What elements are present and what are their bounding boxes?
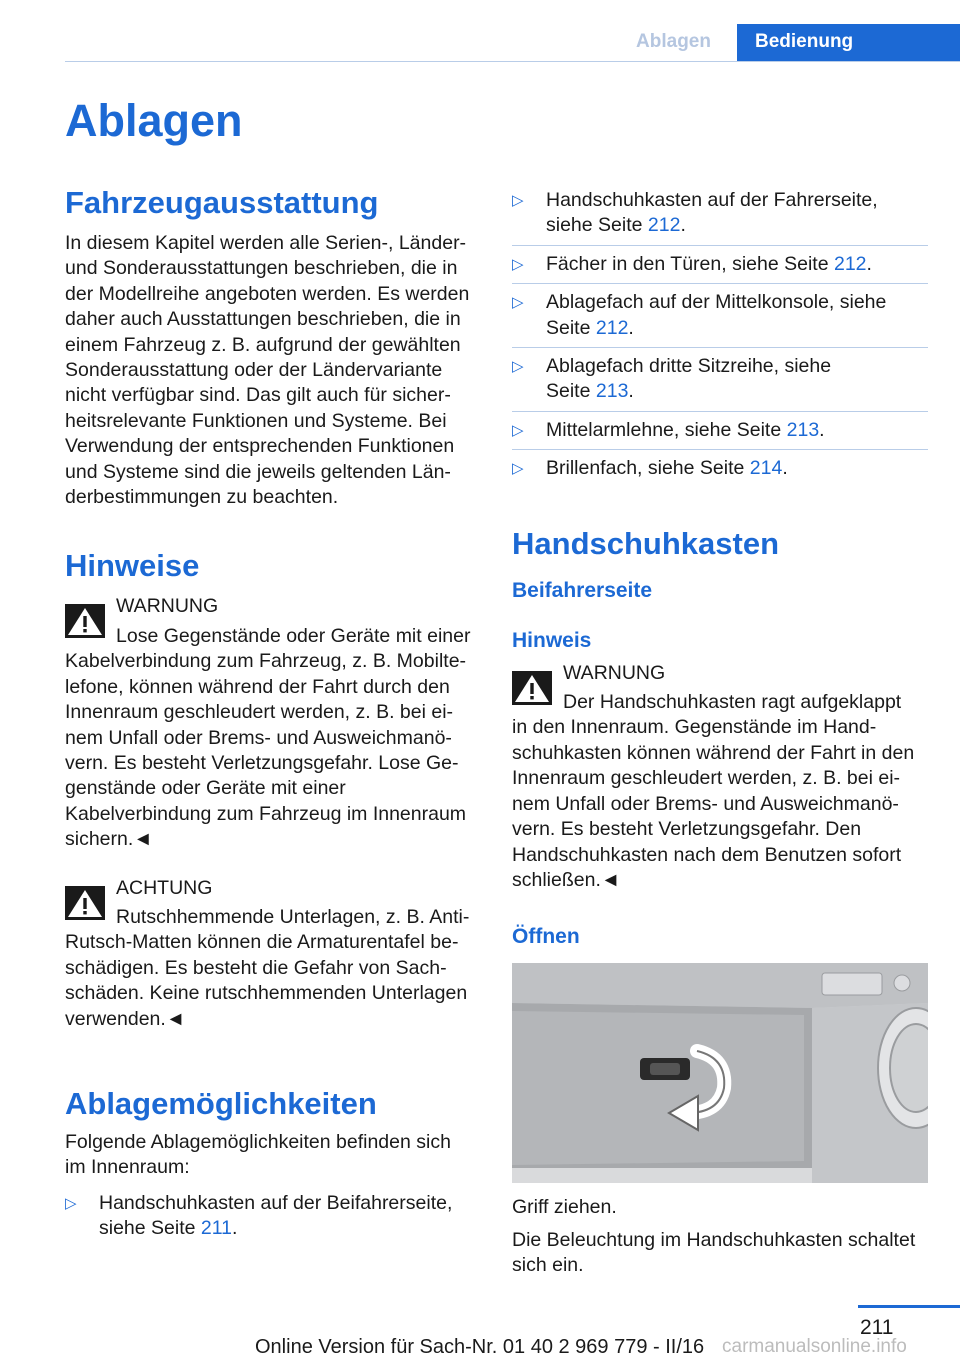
- list-item: ▷ Handschuhkasten auf der Beifahrerseite, siehe Seite 211.: [65, 1191, 453, 1240]
- triangle-right-icon: ▷: [512, 192, 524, 209]
- footer-rule: [858, 1305, 960, 1308]
- footer-version: Online Version für Sach-Nr. 01 40 2 969 779 - II/16: [255, 1336, 705, 1358]
- list-item: ▷ Mittelarmlehne, siehe Seite 213.: [512, 418, 928, 443]
- triangle-right-icon: ▷: [512, 421, 524, 439]
- caption-beleuchtung: Die Beleuchtung im Handschuhkasten schaltet sich ein.: [512, 1228, 916, 1277]
- list-item: ▷ Fächer in den Türen, siehe Seite 212.: [512, 252, 928, 277]
- page-link[interactable]: 212: [833, 252, 867, 275]
- warning-first-line: Lose Gegenstände oder Geräte mit einer: [116, 624, 471, 647]
- right-column: [512, 183, 928, 1279]
- warning-block-2: ACHTUNG Rutschhemmende Unterlagen, z. B. Anti- Rutsch-Matten können die Armaturentafel be- schädigen. Es besteht die Gefahr von Sach- schäden. Keine rutschhemmenden Unterlagen verwenden.◄: [65, 876, 481, 1032]
- heading-handschuhkasten: Handschuhkasten: [512, 525, 780, 561]
- list-divider: [512, 245, 928, 246]
- caption-griff-ziehen: Griff ziehen.: [512, 1196, 617, 1219]
- warning-first-line: Rutschhemmende Unterlagen, z. B. Anti-: [116, 905, 470, 928]
- storage-list-left: [65, 1191, 481, 1242]
- glovebox-illustration: [512, 963, 928, 1183]
- page-title: Ablagen: [65, 95, 243, 146]
- warning-block-3: WARNUNG Der Handschuhkasten ragt aufgeklappt in den Innenraum. Gegenstände im Hand- schuhkasten können während der Fahrt in den Innenraum geschleudert werden, z. B. bei ei- nem Unfall oder Brems- und Ausweichmanö- vern. Es besteht Verletzungsgefahr. Den Handschuhkasten nach dem Benutzen sofort schließen.◄: [512, 661, 928, 894]
- list-item: ▷ Brillenfach, siehe Seite 214.: [512, 456, 928, 481]
- triangle-right-icon: ▷: [512, 255, 524, 273]
- list-item: ▷ Handschuhkasten auf der Fahrerseite, siehe Seite 212.: [512, 189, 878, 237]
- watermark: carmanualsonline.info: [722, 1336, 907, 1357]
- triangle-right-icon: ▷: [512, 294, 524, 312]
- page-link[interactable]: 212: [595, 316, 629, 339]
- header-chapter-tab[interactable]: Bedienung: [737, 24, 960, 62]
- page-link[interactable]: 212: [647, 214, 681, 237]
- heading-hinweise: Hinweise: [65, 548, 200, 584]
- header-section-tab[interactable]: Ablagen: [636, 31, 711, 52]
- heading-oeffnen: Öffnen: [512, 925, 580, 949]
- warning-triangle-icon: [65, 604, 105, 638]
- warning-label: WARNUNG: [563, 661, 666, 684]
- list-item: ▷ Ablagefach dritte Sitzreihe, siehe Seite 213.: [512, 355, 832, 403]
- heading-beifahrerseite: Beifahrerseite: [512, 578, 653, 602]
- page-link[interactable]: 214: [749, 457, 783, 480]
- ablagemoeglichkeiten-text: Folgende Ablagemöglichkeiten befinden sich im Innenraum:: [65, 1130, 451, 1179]
- page-number: 211: [860, 1316, 894, 1339]
- heading-ablagemoeglichkeiten: Ablagemöglichkeiten: [65, 1085, 377, 1121]
- page-link[interactable]: 213: [786, 418, 820, 441]
- page-link[interactable]: 211: [200, 1217, 232, 1240]
- storage-list-right: [512, 188, 928, 482]
- list-divider: [512, 283, 928, 284]
- fahrzeugausstattung-text: In diesem Kapitel werden alle Serien-, Länder- und Sonderausstattungen beschrieben, die in der Modellreihe angeboten werden. Es werden daher auch Ausstattungen beschrieben, die in einem Fahrzeug z. B. aufgrund der gewählten Sonderausstattung oder der Ländervariante nicht verfügbar sind. Das gilt auch für sicher- heitsrelevante Funktionen und Systeme. Bei Verwendung der entsprechenden Funktionen und Systeme sind die jeweils geltenden Län- derbestimmungen zu beachten.: [65, 232, 470, 509]
- warning-triangle-icon: [512, 671, 552, 705]
- heading-fahrzeugausstattung: Fahrzeugausstattung: [65, 185, 379, 220]
- triangle-right-icon: ▷: [512, 358, 524, 376]
- glovebox-illustration-drawing: [512, 963, 928, 1183]
- heading-hinweis: Hinweis: [512, 628, 592, 652]
- warning-label: WARNUNG: [116, 595, 219, 618]
- triangle-right-icon: ▷: [512, 460, 524, 478]
- warning-block-1: WARNUNG Lose Gegenstände oder Geräte mit einer Kabelverbindung zum Fahrzeug, z. B. Mobilte- lefone, können während der Fahrt durch den Innenraum geschleudert werden, z. B. bei ei- nem Unfall oder Brems- und Ausweichmanö- vern. Es besteht Verletzungsgefahr. Lose Ge- genstände oder Geräte mit einer Kabelverbindung zum Fahrzeug im Innenraum sichern.◄: [65, 594, 481, 852]
- triangle-right-icon: ▷: [65, 1194, 77, 1212]
- list-divider: [512, 347, 928, 348]
- page-link[interactable]: 213: [595, 380, 629, 403]
- left-column: [65, 183, 481, 1242]
- list-divider: [512, 449, 928, 450]
- warning-label: ACHTUNG: [116, 876, 213, 899]
- header-rule: [65, 61, 960, 62]
- warning-first-line: Der Handschuhkasten ragt aufgeklappt: [563, 691, 902, 714]
- list-divider: [512, 411, 928, 412]
- list-item: ▷ Ablagefach auf der Mittelkonsole, siehe Seite 212.: [512, 291, 887, 339]
- warning-triangle-icon: [65, 886, 105, 920]
